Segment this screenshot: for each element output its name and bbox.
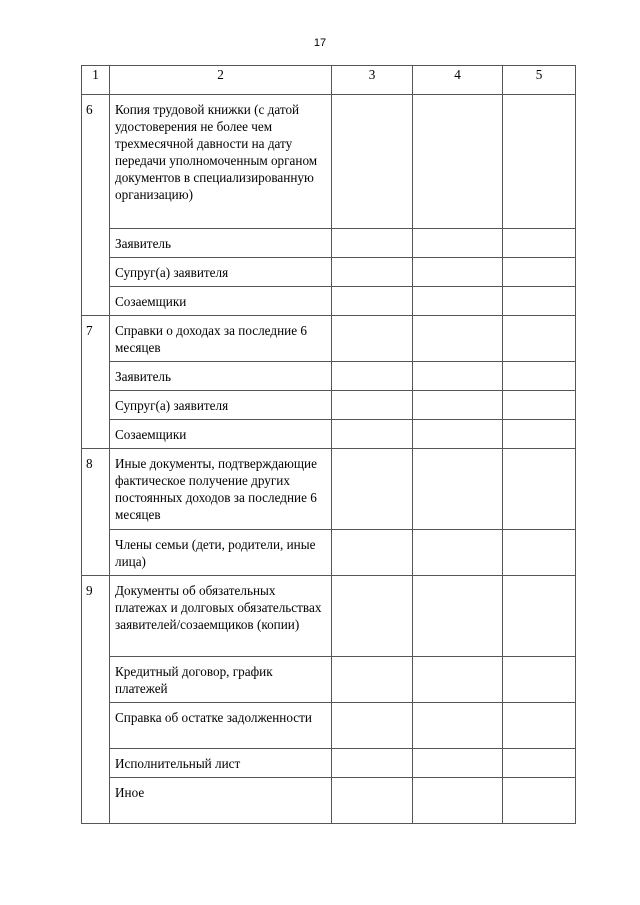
table-row (82, 95, 576, 229)
table-header-row (82, 66, 576, 95)
table-cell (503, 449, 576, 530)
row-text: Документы об обязательных платежах и долговых обязательствах заявителей/созаемщиков (копии) (110, 576, 332, 657)
documents-table (81, 65, 576, 824)
row-text: Заявитель (110, 229, 332, 258)
table-cell (413, 258, 503, 287)
table-cell (503, 229, 576, 258)
table-cell (332, 420, 413, 449)
row-text: Члены семьи (дети, родители, иные лица) (110, 530, 332, 576)
row-text: Созаемщики (110, 287, 332, 316)
row-number: 8 (82, 449, 110, 576)
table-cell (503, 703, 576, 749)
table-row (82, 749, 576, 778)
table-cell (332, 95, 413, 229)
row-text: Копия трудовой книжки (с датой удостоверения не более чем трехмесячной давности на дату передачи уполномоченным органом документов в специализированную организацию) (110, 95, 332, 229)
table-cell (332, 316, 413, 362)
row-text: Справки о доходах за последние 6 месяцев (110, 316, 332, 362)
table-cell (503, 95, 576, 229)
table-row (82, 703, 576, 749)
row-text: Справка об остатке задолженности (110, 703, 332, 749)
table-cell (332, 703, 413, 749)
table-row (82, 657, 576, 703)
table-cell (503, 576, 576, 657)
table-cell (332, 530, 413, 576)
table-cell (413, 95, 503, 229)
table-row (82, 391, 576, 420)
table-cell (332, 362, 413, 391)
column-header: 2 (110, 66, 332, 95)
row-text: Супруг(а) заявителя (110, 391, 332, 420)
table-cell (332, 449, 413, 530)
table-cell (413, 657, 503, 703)
table-cell (332, 657, 413, 703)
table-row (82, 530, 576, 576)
column-header: 5 (503, 66, 576, 95)
table-row (82, 778, 576, 824)
table-row (82, 229, 576, 258)
table-row (82, 258, 576, 287)
table-row (82, 316, 576, 362)
table-cell (413, 703, 503, 749)
row-number: 6 (82, 95, 110, 316)
table-cell (413, 316, 503, 362)
row-number: 7 (82, 316, 110, 449)
table-cell (332, 287, 413, 316)
column-header: 4 (413, 66, 503, 95)
table-cell (332, 749, 413, 778)
table-row (82, 576, 576, 657)
table-cell (503, 749, 576, 778)
table-cell (413, 420, 503, 449)
table-cell (413, 749, 503, 778)
row-text: Заявитель (110, 362, 332, 391)
table-row (82, 420, 576, 449)
table-row (82, 362, 576, 391)
table-row (82, 449, 576, 530)
table-cell (503, 657, 576, 703)
table-cell (413, 576, 503, 657)
table-cell (413, 530, 503, 576)
table-cell (332, 778, 413, 824)
page-number: 17 (313, 37, 327, 49)
table-cell (503, 778, 576, 824)
row-text: Иное (110, 778, 332, 824)
row-text: Иные документы, подтверждающие фактическое получение других постоянных доходов за последние 6 месяцев (110, 449, 332, 530)
column-header: 3 (332, 66, 413, 95)
table-cell (332, 229, 413, 258)
table-cell (503, 258, 576, 287)
table-cell (503, 420, 576, 449)
column-header: 1 (82, 66, 110, 95)
row-number: 9 (82, 576, 110, 824)
table-cell (503, 362, 576, 391)
table-cell (332, 258, 413, 287)
table-cell (332, 391, 413, 420)
table-cell (413, 229, 503, 258)
table-cell (503, 316, 576, 362)
row-text: Супруг(а) заявителя (110, 258, 332, 287)
row-text: Кредитный договор, график платежей (110, 657, 332, 703)
row-text: Созаемщики (110, 420, 332, 449)
row-text: Исполнительный лист (110, 749, 332, 778)
table-cell (413, 391, 503, 420)
table-cell (413, 449, 503, 530)
table-cell (332, 576, 413, 657)
table-cell (413, 362, 503, 391)
table-cell (503, 287, 576, 316)
table-cell (413, 778, 503, 824)
table-row (82, 287, 576, 316)
table-cell (503, 391, 576, 420)
table-cell (413, 287, 503, 316)
table-cell (503, 530, 576, 576)
